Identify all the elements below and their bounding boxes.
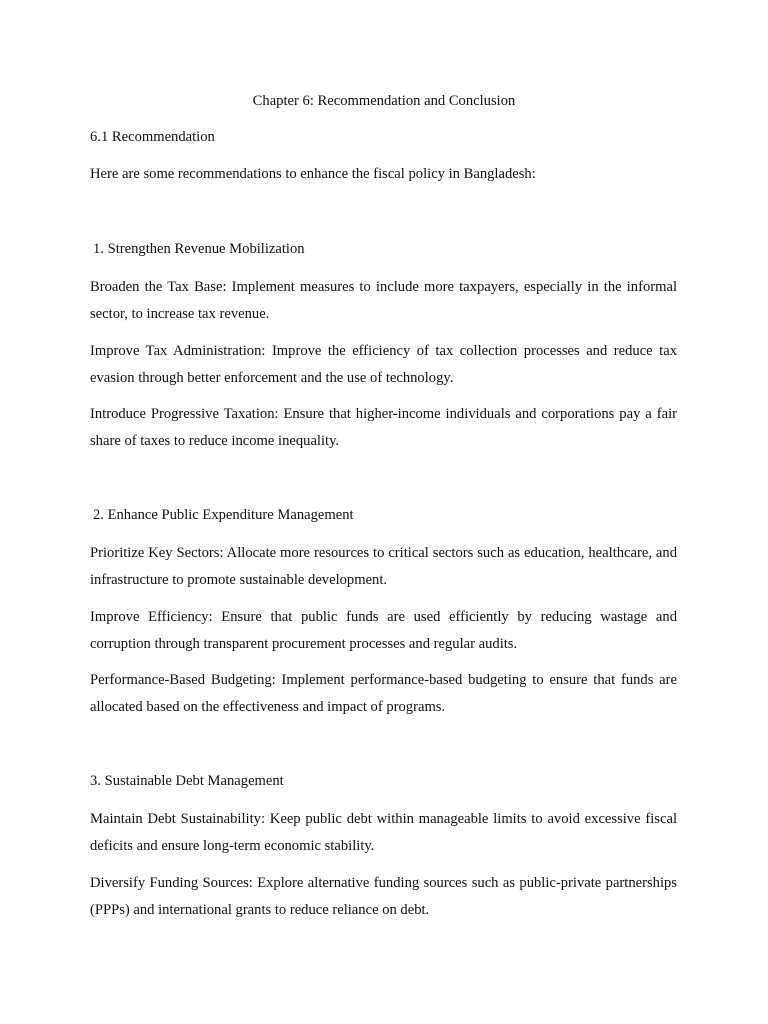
paragraph-diversify-funding: Diversify Funding Sources: Explore alternative funding sources such as public-private partnerships (PPPs) and international grants to reduce reliance on debt. bbox=[90, 875, 677, 918]
paragraph-performance-budgeting: Performance-Based Budgeting: Implement performance-based budgeting to ensure that funds are allocated based on the effectiveness and impact of programs. bbox=[90, 672, 677, 715]
section-heading-debt: 3. Sustainable Debt Management bbox=[90, 773, 284, 789]
paragraph-prioritize-sectors: Prioritize Key Sectors: Allocate more resources to critical sectors such as education, healthcare, and infrastructure to promote sustainable development. bbox=[90, 545, 677, 588]
paragraph-broaden-tax-base: Broaden the Tax Base: Implement measures to include more taxpayers, especially in the informal sector, to increase tax revenue. bbox=[90, 279, 677, 322]
section-heading-expenditure: 2. Enhance Public Expenditure Management bbox=[93, 507, 354, 523]
paragraph-progressive-taxation: Introduce Progressive Taxation: Ensure that higher-income individuals and corporations pay a fair share of taxes to reduce income inequality. bbox=[90, 406, 677, 449]
paragraph-improve-efficiency: Improve Efficiency: Ensure that public funds are used efficiently by reducing wastage and corruption through transparent procurement processes and regular audits. bbox=[90, 609, 677, 652]
section-heading-revenue: 1. Strengthen Revenue Mobilization bbox=[93, 241, 305, 257]
section-title: 6.1 Recommendation bbox=[90, 129, 215, 145]
paragraph-tax-administration: Improve Tax Administration: Improve the efficiency of tax collection processes and reduce tax evasion through better enforcement and the use of technology. bbox=[90, 343, 677, 386]
paragraph-debt-sustainability: Maintain Debt Sustainability: Keep public debt within manageable limits to avoid excessive fiscal deficits and ensure long-term economic stability. bbox=[90, 811, 677, 854]
chapter-title: Chapter 6: Recommendation and Conclusion bbox=[252, 93, 516, 109]
intro-text: Here are some recommendations to enhance the fiscal policy in Bangladesh: bbox=[90, 166, 536, 182]
